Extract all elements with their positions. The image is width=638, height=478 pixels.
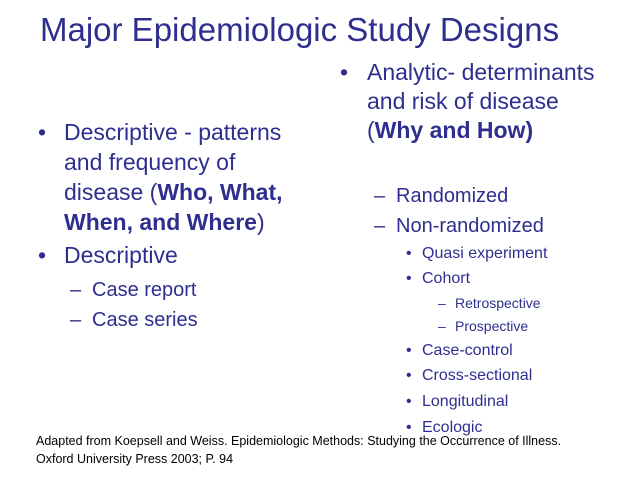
bullet-icon: • bbox=[406, 342, 412, 359]
descriptive-line-2: and frequency of bbox=[64, 149, 236, 175]
descriptive-when-where: When, and Where bbox=[64, 209, 257, 235]
non-randomized: Non-randomized bbox=[396, 215, 544, 237]
analytic-line-2: and risk of disease bbox=[367, 88, 559, 114]
bullet-icon: • bbox=[406, 367, 412, 384]
case-control: Case-control bbox=[422, 342, 513, 359]
dash-icon: – bbox=[438, 318, 446, 334]
descriptive-line-3 bbox=[64, 177, 283, 208]
descriptive-line-4 bbox=[64, 207, 265, 238]
quasi-experiment: Quasi experiment bbox=[422, 245, 548, 262]
bullet-icon: • bbox=[406, 245, 412, 262]
dash-icon: – bbox=[374, 215, 386, 237]
bullet-icon: • bbox=[406, 419, 412, 436]
bullet-icon: • bbox=[340, 59, 349, 85]
randomized: Randomized bbox=[396, 185, 509, 207]
bullet-icon: • bbox=[406, 270, 412, 287]
analytic-line-3-pre: ( bbox=[367, 117, 375, 143]
slide-title: Major Epidemiologic Study Designs bbox=[40, 11, 560, 48]
prospective: Prospective bbox=[455, 318, 529, 334]
descriptive-line-1: Descriptive - patterns bbox=[64, 119, 282, 145]
analytic-line-3 bbox=[367, 115, 533, 146]
bullet-icon: • bbox=[38, 119, 47, 145]
cohort: Cohort bbox=[422, 270, 471, 287]
bullet-icon: • bbox=[406, 393, 412, 410]
dash-icon: – bbox=[438, 295, 446, 311]
analytic-line-1: Analytic- determinants bbox=[367, 59, 595, 85]
descriptive-line-3-pre: disease ( bbox=[64, 179, 158, 205]
dash-icon: – bbox=[374, 185, 386, 207]
citation-line-1: Adapted from Koepsell and Weiss. Epidemiologic Methods: Studying the Occurrence of Illness. bbox=[36, 434, 562, 448]
descriptive-2: Descriptive bbox=[64, 242, 178, 268]
retrospective: Retrospective bbox=[455, 295, 541, 311]
analytic-why-how: Why and How) bbox=[374, 117, 534, 143]
ecologic: Ecologic bbox=[422, 419, 483, 436]
citation-line-2: Oxford University Press 2003; P. 94 bbox=[36, 452, 234, 466]
descriptive-line-4-post: ) bbox=[256, 209, 265, 235]
dash-icon: – bbox=[70, 279, 82, 301]
cross-sectional: Cross-sectional bbox=[422, 367, 533, 384]
case-series: Case series bbox=[92, 309, 198, 331]
longitudinal: Longitudinal bbox=[422, 393, 509, 410]
case-report: Case report bbox=[92, 279, 197, 301]
dash-icon: – bbox=[70, 309, 82, 331]
bullet-icon: • bbox=[38, 242, 47, 268]
citation bbox=[36, 432, 561, 468]
descriptive-who-what: Who, What, bbox=[157, 179, 283, 205]
